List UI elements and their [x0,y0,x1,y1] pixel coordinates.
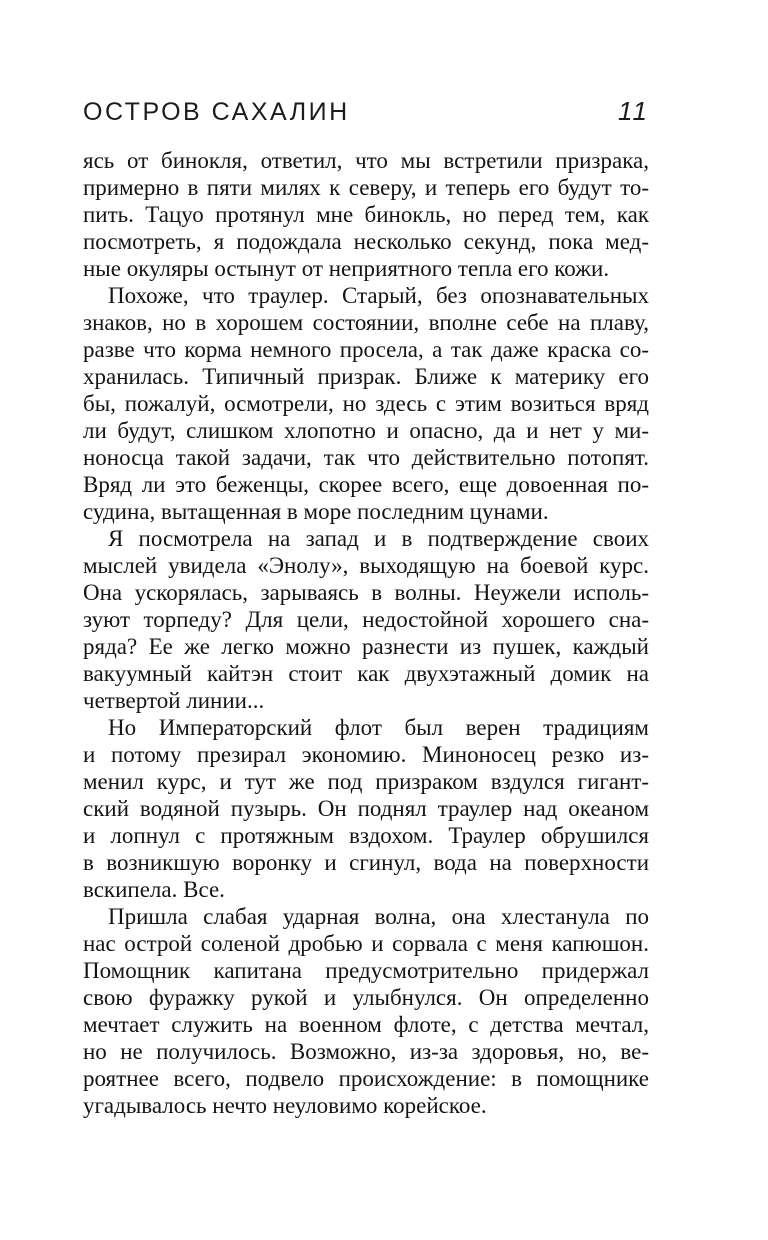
text-line: свою фуражку рукой и улыбнулся. Он определенно [83,985,649,1010]
text-line: ясь от бинокля, ответил, что мы встретили призрака, [83,148,649,173]
text-line: и потому презирал экономию. Миноносец резко из- [83,742,649,767]
paragraph [83,147,649,282]
text-line: Вряд ли это беженцы, скорее всего, еще довоенная по- [83,472,649,497]
body-text [83,147,649,1119]
text-line: мечтает служить на военном флоте, с детства мечтал, [83,1012,649,1037]
paragraph [83,714,649,903]
text-line: судина, вытащенная в море последним цунами. [83,499,549,524]
text-line: ряда? Ее же легко можно разнести из пушек, каждый [83,634,649,659]
text-line: четвертой линии... [83,688,265,713]
text-line: знаков, но в хорошем состоянии, вполне себе на плаву, [83,310,649,335]
text-line: ные окуляры остынут от неприятного тепла его кожи. [83,256,610,281]
text-line: пить. Тацуо протянул мне бинокль, но перед тем, как [83,202,649,227]
text-line: роятнее всего, подвело происхождение: в помощнике [83,1066,649,1091]
text-line: Я посмотрела на запад и в подтверждение своих [108,526,649,551]
text-line: менил курс, и тут же под призраком вздулся гигант- [83,769,649,794]
text-line: ли будут, слишком хлопотно и опасно, да и нет у ми- [83,418,649,443]
paragraph [83,525,649,714]
text-line: но не получилось. Возможно, из-за здоровья, но, ве- [83,1039,649,1064]
text-line: ский водяной пузырь. Он поднял траулер над океаном [83,796,649,821]
running-title: ОСТРОВ САХАЛИН [83,98,350,126]
text-line: Похоже, что траулер. Старый, без опознавательных [108,283,649,308]
text-line: примерно в пяти милях к северу, и теперь его будут то- [83,175,649,200]
text-line: вакуумный кайтэн стоит как двухэтажный домик на [83,661,649,686]
text-line: разве что корма немного просела, а так даже краска со- [83,337,649,362]
text-line: зуют торпеду? Для цели, недостойной хорошего сна- [83,607,649,632]
text-line: Но Императорский флот был верен традициям [108,715,649,740]
text-line: нас острой соленой дробью и сорвала с меня капюшон. [83,931,649,956]
text-line: угадывалось нечто неуловимо корейское. [83,1093,487,1118]
text-line: ноносца такой задачи, так что действительно потопят. [83,445,649,470]
text-line: вскипела. Все. [83,877,225,902]
page-number: 11 [618,96,649,126]
paragraph [83,903,649,1119]
text-line: хранилась. Типичный призрак. Ближе к материку его [83,364,649,389]
text-line: Пришла слабая ударная волна, она хлестанула по [108,904,649,929]
text-line: посмотреть, я подождала несколько секунд, пока мед- [83,229,649,254]
text-line: Она ускорялась, зарываясь в волны. Неужели исполь- [83,580,649,605]
text-line: бы, пожалуй, осмотрели, но здесь с этим возиться вряд [83,391,649,416]
text-line: в возникшую воронку и сгинул, вода на поверхности [83,850,649,875]
running-header [83,96,649,124]
text-line: мыслей увидела «Энолу», выходящую на боевой курс. [83,553,649,578]
text-line: Помощник капитана предусмотрительно придержал [83,958,649,983]
text-line: и лопнул с протяжным вздохом. Траулер обрушился [83,823,649,848]
paragraph [83,282,649,525]
